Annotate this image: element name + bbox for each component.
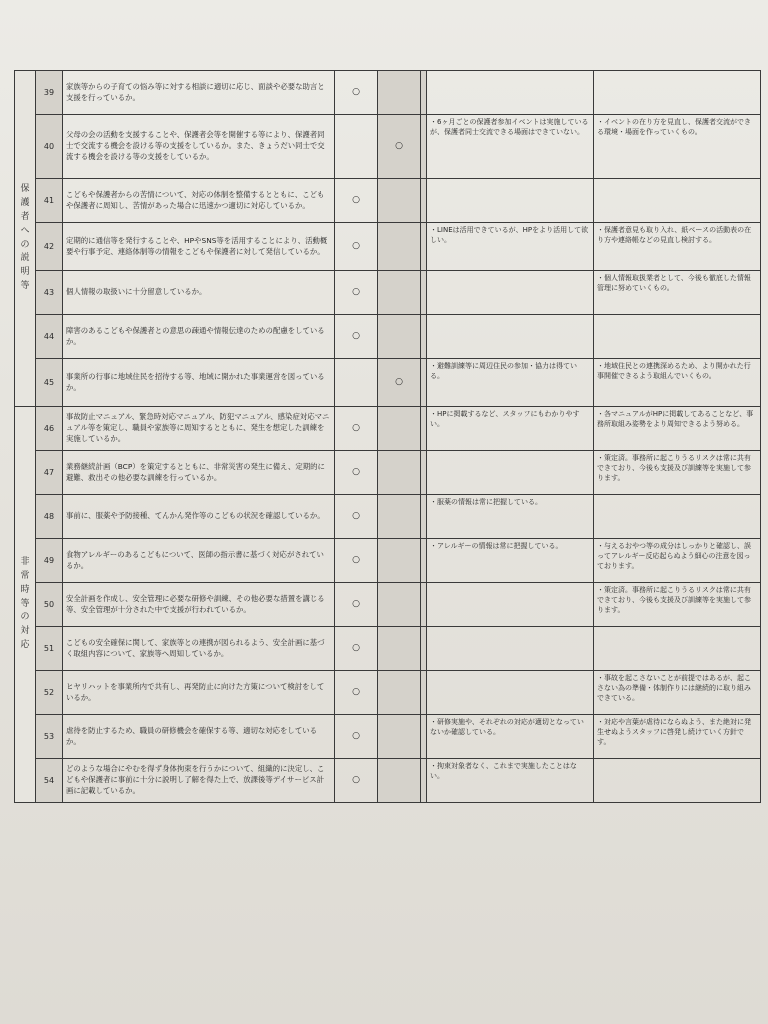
improvement-text [594, 495, 761, 539]
evaluation-table [14, 70, 761, 803]
item-text: 障害のあるこどもや保護者との意思の疎通や情報伝達のための配慮をしているか。 [63, 315, 335, 359]
improvement-text [594, 71, 761, 115]
improvement-text: ・保護者意見も取り入れ、紙ベースの活動表の在り方や連絡帳などの見直し検討する。 [594, 223, 761, 271]
item-number: 52 [36, 671, 63, 715]
item-number: 39 [36, 71, 63, 115]
item-text: 事業所の行事に地域住民を招待する等、地域に開かれた事業運営を図っているか。 [63, 359, 335, 407]
table-row [15, 179, 761, 223]
note-text [427, 179, 594, 223]
note-text: ・6ヶ月ごとの保護者参加イベントは実施しているが、保護者同士交流できる場面はできていない。 [427, 115, 594, 179]
evaluation-table-body [15, 71, 761, 803]
item-number: 44 [36, 315, 63, 359]
yes-mark: ○ [335, 671, 378, 715]
table-row [15, 671, 761, 715]
yes-mark: ○ [335, 407, 378, 451]
item-number: 40 [36, 115, 63, 179]
yes-mark: ○ [335, 627, 378, 671]
yes-mark [335, 115, 378, 179]
table-row [15, 359, 761, 407]
item-text: どのような場合にやむを得ず身体拘束を行うかについて、組織的に決定し、こどもや保護者に事前に十分に説明し了解を得た上で、放課後等デイサービス計画に記載しているか。 [63, 759, 335, 803]
improvement-text: ・各マニュアルがHPに掲載してあることなど、事務所取組み姿勢をより周知できるよう努める。 [594, 407, 761, 451]
note-text [427, 627, 594, 671]
improvement-text [594, 759, 761, 803]
category-cell [15, 71, 36, 407]
table-row [15, 451, 761, 495]
item-number: 50 [36, 583, 63, 627]
yes-mark: ○ [335, 223, 378, 271]
item-number: 51 [36, 627, 63, 671]
table-row [15, 315, 761, 359]
no-mark [378, 223, 421, 271]
table-row [15, 627, 761, 671]
table-row [15, 115, 761, 179]
item-number: 47 [36, 451, 63, 495]
no-mark [378, 315, 421, 359]
no-mark [378, 407, 421, 451]
note-text: ・拘束対象者なく、これまで実施したことはない。 [427, 759, 594, 803]
table-row [15, 495, 761, 539]
item-number: 41 [36, 179, 63, 223]
yes-mark: ○ [335, 495, 378, 539]
category-cell [15, 407, 36, 803]
item-text: こどもの安全確保に関して、家族等との連携が図られるよう、安全計画に基づく取組内容について、家族等へ周知しているか。 [63, 627, 335, 671]
item-text: 食物アレルギーのあるこどもについて、医師の指示書に基づく対応がされているか。 [63, 539, 335, 583]
improvement-text [594, 627, 761, 671]
improvement-text: ・対応や言葉が虐待にならぬよう、また絶対に発生せぬようスタッフに啓発し続けていく方針です。 [594, 715, 761, 759]
yes-mark: ○ [335, 451, 378, 495]
note-text [427, 271, 594, 315]
note-text [427, 451, 594, 495]
no-mark [378, 179, 421, 223]
no-mark [378, 671, 421, 715]
yes-mark: ○ [335, 71, 378, 115]
table-row [15, 539, 761, 583]
note-text: ・アレルギーの情報は常に把握している。 [427, 539, 594, 583]
improvement-text [594, 315, 761, 359]
yes-mark: ○ [335, 315, 378, 359]
table-row [15, 583, 761, 627]
improvement-text: ・与えるおやつ等の成分はしっかりと確認し、誤ってアレルギー反応起らぬよう細心の注意を図っております。 [594, 539, 761, 583]
item-text: 父母の会の活動を支援することや、保護者会等を開催する等により、保護者同士で交流する機会を設ける等の支援をしているか。また、きょうだい同士で交流する機会を設ける等の支援をしているか。 [63, 115, 335, 179]
item-text: ヒヤリハットを事業所内で共有し、再発防止に向けた方策について検討をしているか。 [63, 671, 335, 715]
table-row [15, 759, 761, 803]
no-mark [378, 451, 421, 495]
note-text [427, 315, 594, 359]
improvement-text: ・地域住民との連携深めるため、より開かれた行事開催できるよう取組んでいくもの。 [594, 359, 761, 407]
category-label: 非常時等の対応 [20, 556, 30, 651]
no-mark [378, 539, 421, 583]
yes-mark: ○ [335, 539, 378, 583]
note-text: ・研修実施や、それぞれの対応が適切となっていないか確認している。 [427, 715, 594, 759]
item-number: 54 [36, 759, 63, 803]
item-number: 42 [36, 223, 63, 271]
item-text: 事前に、服薬や予防接種、てんかん発作等のこどもの状況を確認しているか。 [63, 495, 335, 539]
table-row [15, 223, 761, 271]
note-text: ・HPに掲載するなど、スタッフにもわかりやすい。 [427, 407, 594, 451]
item-text: 事故防止マニュアル、緊急時対応マニュアル、防犯マニュアル、感染症対応マニュアル等を策定し、職員や家族等に周知するとともに、発生を想定した訓練を実施しているか。 [63, 407, 335, 451]
item-number: 53 [36, 715, 63, 759]
yes-mark: ○ [335, 583, 378, 627]
improvement-text: ・個人情報取扱業者として、今後も徹底した情報管理に努めていくもの。 [594, 271, 761, 315]
no-mark: ○ [378, 115, 421, 179]
no-mark [378, 71, 421, 115]
evaluation-table-container [14, 70, 754, 803]
item-text: 個人情報の取扱いに十分留意しているか。 [63, 271, 335, 315]
no-mark [378, 759, 421, 803]
item-text: 虐待を防止するため、職員の研修機会を確保する等、適切な対応をしているか。 [63, 715, 335, 759]
item-number: 49 [36, 539, 63, 583]
item-text: 家族等からの子育ての悩み等に対する相談に適切に応じ、面談や必要な助言と支援を行っているか。 [63, 71, 335, 115]
table-row [15, 407, 761, 451]
no-mark [378, 627, 421, 671]
improvement-text: ・策定済。事務所に起こりうるリスクは常に共有できており、今後も支援及び訓練等を実施して参ります。 [594, 583, 761, 627]
improvement-text: ・イベントの在り方を見直し、保護者交流ができる環境・場面を作っていくもの。 [594, 115, 761, 179]
yes-mark: ○ [335, 715, 378, 759]
no-mark [378, 715, 421, 759]
table-row [15, 271, 761, 315]
note-text: ・LINEは活用できているが、HPをより活用して欲しい。 [427, 223, 594, 271]
note-text: ・服薬の情報は常に把握している。 [427, 495, 594, 539]
yes-mark: ○ [335, 179, 378, 223]
item-number: 43 [36, 271, 63, 315]
improvement-text: ・策定済。事務所に起こりうるリスクは常に共有できており、今後も支援及び訓練等を実施して参ります。 [594, 451, 761, 495]
item-number: 46 [36, 407, 63, 451]
yes-mark: ○ [335, 271, 378, 315]
item-number: 48 [36, 495, 63, 539]
no-mark [378, 495, 421, 539]
item-text: 安全計画を作成し、安全管理に必要な研修や訓練、その他必要な措置を講じる等、安全管理が十分された中で支援が行われているか。 [63, 583, 335, 627]
item-text: 定期的に通信等を発行することや、HPやSNS等を活用することにより、活動概要や行事予定、連絡体制等の情報をこどもや保護者に対して発信しているか。 [63, 223, 335, 271]
note-text: ・避難訓練等に周辺住民の参加・協力は得ている。 [427, 359, 594, 407]
item-text: こどもや保護者からの苦情について、対応の体制を整備するとともに、こどもや保護者に周知し、苦情があった場合に迅速かつ適切に対応しているか。 [63, 179, 335, 223]
table-row [15, 715, 761, 759]
note-text [427, 71, 594, 115]
no-mark [378, 583, 421, 627]
note-text [427, 583, 594, 627]
no-mark: ○ [378, 359, 421, 407]
table-row [15, 71, 761, 115]
yes-mark: ○ [335, 759, 378, 803]
item-text: 業務継続計画（BCP）を策定するとともに、非常災害の発生に備え、定期的に避難、救出その他必要な訓練を行っているか。 [63, 451, 335, 495]
no-mark [378, 271, 421, 315]
item-number: 45 [36, 359, 63, 407]
note-text [427, 671, 594, 715]
improvement-text: ・事故を起こさないことが前提ではあるが、起こさない為の準備・体制作りには継続的に取り組みできている。 [594, 671, 761, 715]
improvement-text [594, 179, 761, 223]
yes-mark [335, 359, 378, 407]
category-label: 保護者への説明等 [20, 183, 30, 292]
